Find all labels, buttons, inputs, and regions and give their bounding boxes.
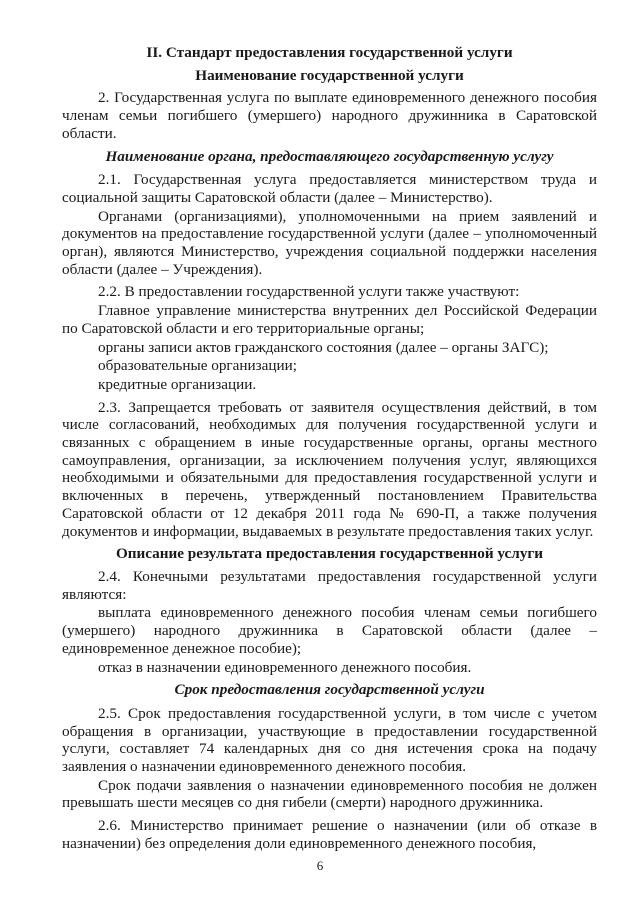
heading-term: Срок предоставления государственной услуги	[174, 681, 485, 699]
section-title: II. Стандарт предоставления государственной услуги	[146, 44, 513, 61]
paragraph-2-4-payment: выплата единовременного денежного пособия членам семьи погибшего (умершего) народного дружинника в Саратовской области (далее – единовременное денежное пособие);	[62, 604, 597, 657]
heading-organ: Наименование органа, предоставляющего государственную услугу	[105, 147, 554, 165]
paragraph-2-3: 2.3. Запрещается требовать от заявителя осуществления действий, в том числе согласований, необходимых для получения государственной услуги и связанных с обращением в иные государственные органы, органы местного самоуправления, организации, за исключением получения услуг, являющихся необходимыми и обязательными для предоставления государственной услуги и включенных в перечень, утвержденный постановлением Правительства Саратовской области от 12 декабря 2011 года № 690-П, а также получения документов и информации, выдаваемых в результате предоставления таких услуг.	[62, 398, 597, 540]
paragraph-2-1: 2.1. Государственная услуга предоставляется министерством труда и социальной защиты Саратовской области (далее – Министерство).	[62, 171, 597, 206]
paragraph-2: 2. Государственная услуга по выплате единовременного денежного пособия членам семьи погибшего (умершего) народного дружинника в Саратовской области.	[62, 89, 597, 142]
paragraph-2-4: 2.4. Конечными результатами предоставления государственной услуги являются:	[62, 567, 597, 603]
paragraph-2-5: 2.5. Срок предоставления государственной услуги, в том числе с учетом обращения в организации, участвующие в предоставлении государственной услуги, составляет 74 календарных дня со дня истечения срока на подачу заявления о назначении единовременного денежного пособия.	[62, 704, 597, 776]
paragraph-2-2-mvd: Главное управление министерства внутренних дел Российской Федерации по Саратовской области и его территориальные органы;	[62, 302, 597, 337]
page-number: 6	[316, 858, 324, 873]
paragraph-2-6: 2.6. Министерство принимает решение о назначении (или об отказе в назначении) без определения доли единовременного денежного пособия,	[62, 817, 597, 852]
paragraph-2-1-authorized: Органами (организациями), уполномоченными на прием заявлений и документов на предоставление государственной услуги (далее – уполномоченный орган), являются Министерство, учреждения социальной поддержки населения области (далее – Учреждения).	[62, 207, 597, 278]
paragraph-2-2-education: образовательные организации;	[98, 357, 297, 375]
heading-service-name: Наименование государственной услуги	[195, 66, 464, 84]
heading-result: Описание результата предоставления государственной услуги	[115, 545, 544, 563]
paragraph-2-2-credit: кредитные организации.	[98, 375, 257, 393]
paragraph-2-4-refusal: отказ в назначении единовременного денежного пособия.	[98, 658, 472, 676]
paragraph-2-2: 2.2. В предоставлении государственной услуги также участвуют:	[98, 283, 520, 301]
paragraph-2-2-zags: органы записи актов гражданского состояния (далее – органы ЗАГС);	[98, 338, 549, 356]
document-body	[62, 44, 597, 858]
paragraph-2-5-deadline: Срок подачи заявления о назначении единовременного пособия не должен превышать шести месяцев со дня гибели (смерти) народного дружинника.	[62, 776, 597, 812]
